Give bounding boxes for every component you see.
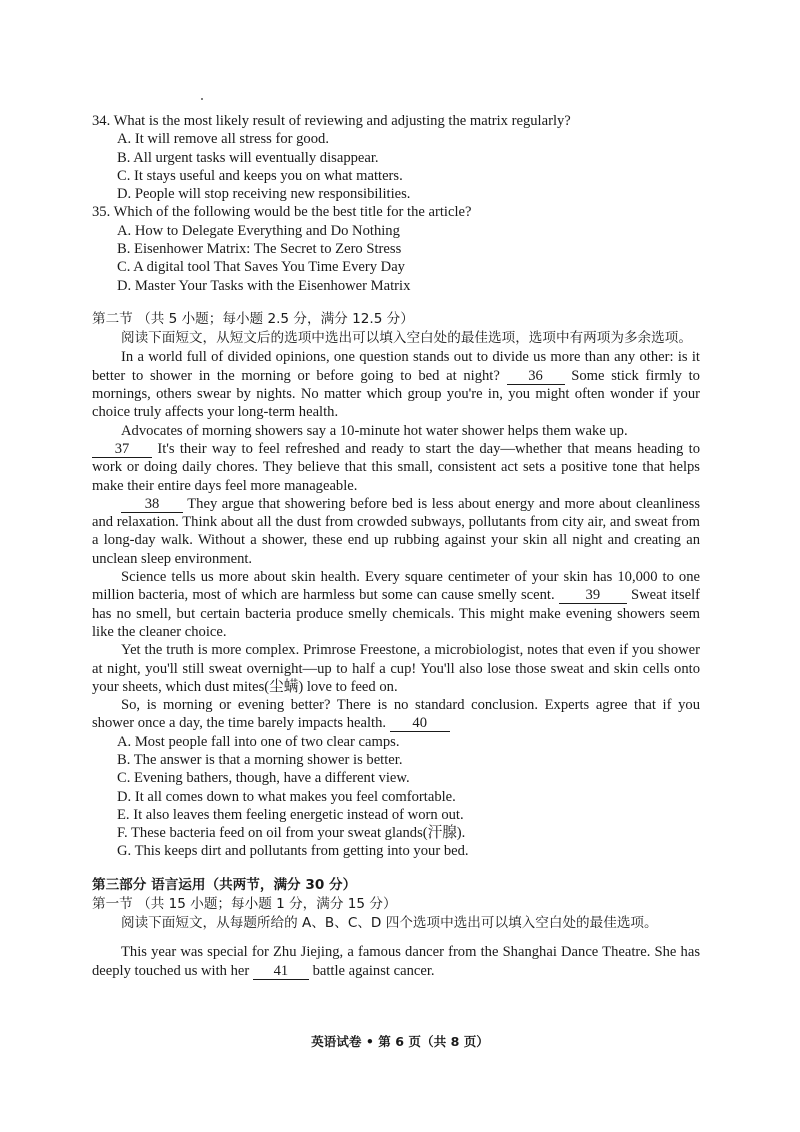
blank-36: 36 (507, 369, 565, 385)
section-2-option-g: G. This keeps dirt and pollutants from getting into your bed. (117, 843, 469, 860)
question-34-option-c: C. It stays useful and keeps you on what matters. (117, 167, 403, 184)
blank-41: 41 (253, 964, 309, 980)
paragraph-1-text-b: Some stick firmly to mornings, others swear by nights. No matter which group you're in, you might often wonder if your choice truly affects your long-term health. (92, 367, 700, 421)
passage-paragraph-6 (92, 696, 700, 733)
section-2-option-e: E. It also leaves them feeling energetic instead of worn out. (117, 806, 464, 823)
question-35-option-d: D. Master Your Tasks with the Eisenhower Matrix (117, 277, 411, 294)
section-2-option-d: D. It all comes down to what makes you feel comfortable. (117, 788, 456, 805)
passage-paragraph-3 (92, 495, 700, 568)
paragraph-2-text-a: Advocates of morning showers say a 10-minute hot water shower helps them wake up. (121, 422, 628, 439)
section-2-heading: 第二节 （共 5 小题；每小题 2.5 分，满分 12.5 分） (92, 310, 414, 327)
section-2-instruction: 阅读下面短文，从短文后的选项中选出可以填入空白处的最佳选项，选项中有两项为多余选项。 (121, 329, 692, 346)
passage-paragraph-5: Yet the truth is more complex. Primrose Freestone, a microbiologist, notes that even if you shower at night, you'll still sweat overnight—up to half a cup! You'll also lose those sweat and skin cells onto your sheets, which dust mites(尘螨) love to feed on. (92, 642, 700, 695)
paragraph-6-text: So, is morning or evening better? There is no standard conclusion. Experts agree that if you shower once a day, the time barely impacts health. (92, 697, 700, 732)
section-2-option-f: F. These bacteria feed on oil from your sweat glands(汗腺). (117, 825, 466, 842)
section-2-option-b: B. The answer is that a morning shower is better. (117, 752, 403, 768)
question-34-option-b: B. All urgent tasks will eventually disappear. (117, 149, 379, 166)
part-3-paragraph-1-text-a: This year was special for Zhu Jiejing, a famous dancer from the Shanghai Dance Theatre. She has deeply touched us with her (92, 944, 700, 979)
part-3-instruction: 阅读下面短文，从每题所给的 A、B、C、D 四个选项中选出可以填入空白处的最佳选项。 (121, 914, 658, 931)
question-34-stem: 34. What is the most likely result of reviewing and adjusting the matrix regularly? (92, 113, 571, 129)
question-34-option-a: A. It will remove all stress for good. (117, 131, 329, 148)
paragraph-2-text-b: It's their way to feel refreshed and ready to start the day—whether that means heading to work or doing daily chores. They believe that this small, consistent act sets a positive tone that helps make their entire days feel more manageable. (92, 440, 700, 494)
question-35-option-b: B. Eisenhower Matrix: The Secret to Zero Stress (117, 241, 402, 258)
part-3-paragraph-1 (92, 943, 700, 980)
part-3-section-1-heading: 第一节 （共 15 小题；每小题 1 分，满分 15 分） (92, 895, 397, 912)
question-35-option-c: C. A digital tool That Saves You Time Every Day (117, 259, 405, 276)
blank-38: 38 (121, 497, 183, 513)
blank-40: 40 (390, 716, 450, 732)
paragraph-gap (92, 933, 700, 943)
paragraph-3-text: They argue that showering before bed is less about energy and more about cleanliness and relaxation. Think about all the dust from crowded subways, pollutants from city air, and sweat from a long-day walk. Without a shower, these end up rubbing against your skin all night and creating an unclean sleep environment. (92, 495, 700, 567)
scan-speck (201, 98, 203, 100)
part-3-paragraph-1-text-b: battle against cancer. (312, 962, 435, 979)
page-footer: 英语试卷 • 第 6 页（共 8 页） (311, 1034, 489, 1049)
passage-paragraph-1 (92, 348, 700, 421)
paragraph-1-text-a: In a world full of divided opinions, one question stands out to divide us more than any other: is it better to shower in the morning or before going to bed at night? (92, 349, 700, 384)
question-34-option-d: D. People will stop receiving new responsibilities. (117, 186, 411, 203)
paragraph-4-text-b: Sweat itself has no smell, but certain bacteria produce smelly chemicals. This might make evening showers seem like the cleaner choice. (92, 587, 701, 640)
blank-37: 37 (92, 442, 152, 458)
question-35-stem: 35. Which of the following would be the best title for the article? (92, 204, 472, 221)
question-35-option-a: A. How to Delegate Everything and Do Nothing (117, 222, 400, 239)
passage-paragraph-4 (92, 568, 700, 641)
section-2-option-c: C. Evening bathers, though, have a different view. (117, 770, 410, 787)
passage-paragraph-2 (92, 422, 700, 495)
blank-39: 39 (559, 588, 627, 604)
page-content (92, 112, 700, 980)
paragraph-4-text-a: Science tells us more about skin health. Every square centimeter of your skin has 10,000 to one million bacteria, most of which are harmless but some can cause smelly scent. (92, 569, 700, 604)
part-3-heading: 第三部分 语言运用（共两节，满分 30 分） (92, 876, 357, 893)
section-2-option-a: A. Most people fall into one of two clear camps. (117, 733, 400, 750)
